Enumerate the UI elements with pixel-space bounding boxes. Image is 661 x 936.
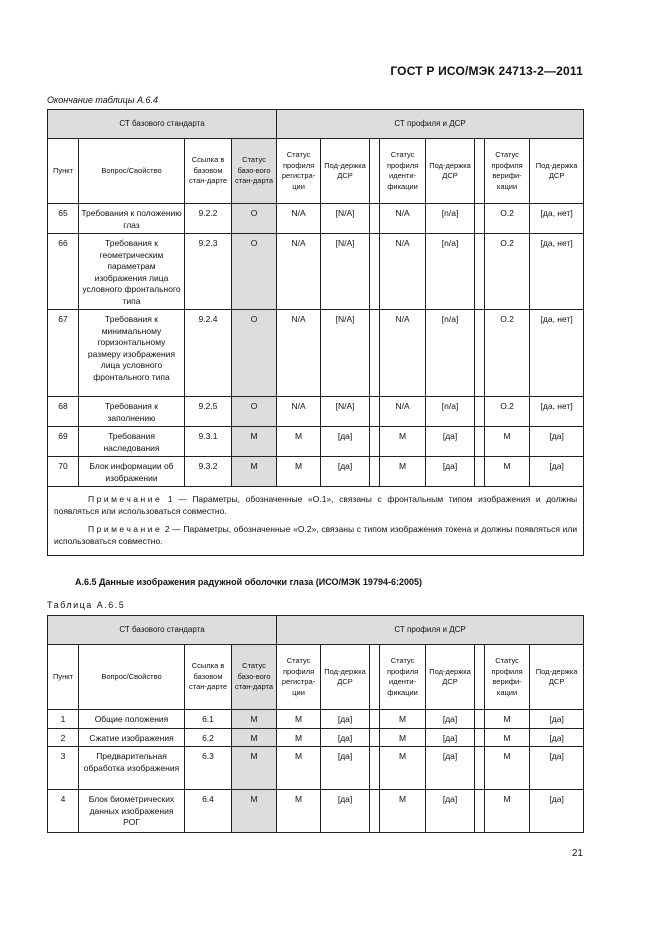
cell-enrol-status: M: [277, 747, 321, 790]
note-text: 1 — Параметры, обозначенные «O.1», связаны с фронтальным типом изображения и должны появляться или использоваться совместно.: [54, 494, 578, 516]
col-header-verif-status: Статус профиля верифи-кации: [485, 645, 530, 710]
col-header-base-status: Статус базо-вого стан-дарта: [232, 139, 277, 204]
cell-verif-support: [да]: [530, 427, 584, 457]
table1-caption: Окончание таблицы А.6.4: [47, 95, 158, 105]
cell-gap: [475, 234, 485, 310]
table-row: [48, 747, 584, 790]
cell-enrol-status: N/A: [277, 234, 321, 310]
cell-gap: [370, 234, 380, 310]
cell-enrol-support: [да]: [321, 457, 370, 487]
cell-enrol-support: [N/A]: [321, 310, 370, 397]
cell-enrol-support: [N/A]: [321, 397, 370, 427]
cell-base-status: M: [232, 710, 277, 729]
note-text: 2 — Параметры, обозначенные «O.2», связаны с типом изображения токена и должны появляться или использоваться совместно.: [54, 524, 578, 546]
cell-verif-status: M: [485, 710, 530, 729]
col-header-question: Вопрос/Свойство: [79, 139, 185, 204]
cell-gap: [475, 397, 485, 427]
notes-row: [48, 487, 584, 556]
cell-gap: [370, 204, 380, 234]
cell-reference: 6.4: [185, 790, 232, 833]
cell-question: Требования к минимальному горизонтальному размеру изображения лица условного фронтального типа: [79, 310, 185, 397]
cell-ident-support: [n/a]: [426, 310, 475, 397]
col-header-enrol-support: Под-держка ДСР: [321, 645, 370, 710]
cell-verif-support: [да, нет]: [530, 310, 584, 397]
cell-verif-status: O.2: [485, 234, 530, 310]
cell-reference: 9.2.4: [185, 310, 232, 397]
cell-reference: 6.1: [185, 710, 232, 729]
cell-reference: 9.3.1: [185, 427, 232, 457]
col-gap: [370, 139, 380, 204]
cell-base-status: M: [232, 728, 277, 747]
group-header-profile: СТ профиля и ДСР: [277, 616, 584, 645]
cell-ident-status: M: [380, 427, 426, 457]
cell-base-status: M: [232, 747, 277, 790]
cell-ident-status: M: [380, 457, 426, 487]
table-a64-end: [47, 109, 584, 556]
cell-enrol-status: M: [277, 710, 321, 729]
cell-enrol-status: N/A: [277, 204, 321, 234]
cell-question: Требования к заполнению: [79, 397, 185, 427]
cell-enrol-status: M: [277, 427, 321, 457]
cell-ident-support: [да]: [426, 427, 475, 457]
cell-enrol-support: [да]: [321, 747, 370, 790]
cell-enrol-status: M: [277, 790, 321, 833]
col-header-verif-status: Статус профиля верифи-кации: [485, 139, 530, 204]
cell-verif-support: [да]: [530, 710, 584, 729]
cell-clause: 67: [48, 310, 79, 397]
cell-verif-status: M: [485, 457, 530, 487]
col-header-ident-status: Статус профиля иденти-фикации: [380, 645, 426, 710]
cell-gap: [475, 204, 485, 234]
cell-verif-support: [да, нет]: [530, 397, 584, 427]
cell-enrol-support: [N/A]: [321, 204, 370, 234]
cell-ident-support: [n/a]: [426, 234, 475, 310]
cell-gap: [475, 728, 485, 747]
cell-gap: [370, 710, 380, 729]
table-row: [48, 427, 584, 457]
cell-clause: 66: [48, 234, 79, 310]
cell-ident-support: [да]: [426, 790, 475, 833]
cell-gap: [475, 427, 485, 457]
col-header-verif-support: Под-держка ДСР: [530, 139, 584, 204]
note-2: [54, 523, 577, 547]
cell-reference: 9.2.3: [185, 234, 232, 310]
cell-reference: 9.2.2: [185, 204, 232, 234]
cell-base-status: O: [232, 234, 277, 310]
cell-enrol-support: [да]: [321, 790, 370, 833]
cell-ident-status: M: [380, 790, 426, 833]
cell-verif-support: [да]: [530, 728, 584, 747]
cell-ident-support: [да]: [426, 457, 475, 487]
col-header-ident-support: Под-держка ДСР: [426, 645, 475, 710]
cell-enrol-status: N/A: [277, 310, 321, 397]
cell-question: Требования к положению глаз: [79, 204, 185, 234]
group-header-base: СТ базового стандарта: [48, 110, 277, 139]
cell-gap: [370, 747, 380, 790]
cell-reference: 6.3: [185, 747, 232, 790]
col-header-clause: Пункт: [48, 139, 79, 204]
col-header-enrol-support: Под-держка ДСР: [321, 139, 370, 204]
cell-question: Предварительная обработка изображения: [79, 747, 185, 790]
cell-question: Требования наследования: [79, 427, 185, 457]
col-gap: [475, 645, 485, 710]
cell-enrol-support: [да]: [321, 427, 370, 457]
cell-gap: [370, 310, 380, 397]
notes-cell: [48, 487, 584, 556]
cell-ident-support: [n/a]: [426, 204, 475, 234]
cell-ident-status: N/A: [380, 234, 426, 310]
cell-gap: [475, 457, 485, 487]
cell-verif-support: [да]: [530, 747, 584, 790]
group-header-profile: СТ профиля и ДСР: [277, 110, 584, 139]
cell-reference: 9.3.2: [185, 457, 232, 487]
col-header-question: Вопрос/Свойство: [79, 645, 185, 710]
cell-ident-status: M: [380, 710, 426, 729]
cell-base-status: O: [232, 310, 277, 397]
cell-verif-status: M: [485, 728, 530, 747]
col-header-enrol-status: Статус профиля регистра-ции: [277, 645, 321, 710]
cell-verif-status: M: [485, 427, 530, 457]
col-header-verif-support: Под-держка ДСР: [530, 645, 584, 710]
cell-question: Сжатие изображения: [79, 728, 185, 747]
page-number: 21: [571, 848, 583, 859]
cell-enrol-support: [да]: [321, 728, 370, 747]
cell-gap: [370, 728, 380, 747]
note-label: Примечание: [88, 494, 163, 504]
table-row: [48, 728, 584, 747]
section-title: А.6.5 Данные изображения радужной оболочки глаза (ИСО/МЭК 19794-6:2005): [75, 577, 422, 587]
col-header-base-status: Статус базо-вого стан-дарта: [232, 645, 277, 710]
col-header-ident-support: Под-держка ДСР: [426, 139, 475, 204]
cell-gap: [370, 397, 380, 427]
note-1: [54, 493, 577, 517]
cell-verif-status: O.2: [485, 397, 530, 427]
cell-question: Требования к геометрическим параметрам изображения лица условного фронтального типа: [79, 234, 185, 310]
cell-gap: [370, 427, 380, 457]
cell-ident-support: [n/a]: [426, 397, 475, 427]
table-row: [48, 397, 584, 427]
cell-verif-support: [да, нет]: [530, 204, 584, 234]
cell-clause: 2: [48, 728, 79, 747]
cell-ident-status: M: [380, 728, 426, 747]
cell-enrol-status: N/A: [277, 397, 321, 427]
table-row: [48, 457, 584, 487]
cell-base-status: O: [232, 397, 277, 427]
col-header-enrol-status: Статус профиля регистра-ции: [277, 139, 321, 204]
cell-question: Блок информации об изображении: [79, 457, 185, 487]
cell-ident-status: N/A: [380, 310, 426, 397]
cell-clause: 69: [48, 427, 79, 457]
document-standard-header: ГОСТ Р ИСО/МЭК 24713-2—2011: [390, 64, 583, 78]
cell-clause: 65: [48, 204, 79, 234]
cell-verif-support: [да]: [530, 790, 584, 833]
cell-gap: [475, 790, 485, 833]
cell-enrol-support: [да]: [321, 710, 370, 729]
table-row: [48, 234, 584, 310]
cell-enrol-status: M: [277, 457, 321, 487]
cell-question: Общие положения: [79, 710, 185, 729]
cell-gap: [475, 310, 485, 397]
cell-base-status: M: [232, 427, 277, 457]
cell-base-status: O: [232, 204, 277, 234]
cell-reference: 9.2.5: [185, 397, 232, 427]
cell-clause: 1: [48, 710, 79, 729]
cell-base-status: M: [232, 790, 277, 833]
table-a65: [47, 615, 584, 833]
cell-clause: 3: [48, 747, 79, 790]
cell-gap: [370, 790, 380, 833]
cell-ident-support: [да]: [426, 747, 475, 790]
table-row: [48, 710, 584, 729]
cell-verif-status: O.2: [485, 310, 530, 397]
cell-clause: 4: [48, 790, 79, 833]
cell-ident-support: [да]: [426, 728, 475, 747]
table-row: [48, 204, 584, 234]
cell-gap: [475, 710, 485, 729]
cell-base-status: M: [232, 457, 277, 487]
cell-gap: [475, 747, 485, 790]
cell-verif-status: O.2: [485, 204, 530, 234]
cell-reference: 6.2: [185, 728, 232, 747]
table-row: [48, 310, 584, 397]
cell-clause: 68: [48, 397, 79, 427]
cell-verif-status: M: [485, 790, 530, 833]
cell-clause: 70: [48, 457, 79, 487]
cell-ident-status: M: [380, 747, 426, 790]
col-header-ident-status: Статус профиля иденти-фикации: [380, 139, 426, 204]
cell-enrol-status: M: [277, 728, 321, 747]
cell-verif-status: M: [485, 747, 530, 790]
group-header-base: СТ базового стандарта: [48, 616, 277, 645]
col-gap: [370, 645, 380, 710]
col-gap: [475, 139, 485, 204]
cell-question: Блок биометрических данных изображения РОГ: [79, 790, 185, 833]
note-label: Примечание: [88, 524, 163, 534]
cell-ident-status: N/A: [380, 397, 426, 427]
cell-verif-support: [да]: [530, 457, 584, 487]
col-header-reference: Ссылка в базовом стан-дарте: [185, 139, 232, 204]
col-header-reference: Ссылка в базовом стан-дарте: [185, 645, 232, 710]
cell-verif-support: [да, нет]: [530, 234, 584, 310]
cell-gap: [370, 457, 380, 487]
col-header-clause: Пункт: [48, 645, 79, 710]
cell-ident-support: [да]: [426, 710, 475, 729]
cell-ident-status: N/A: [380, 204, 426, 234]
table-row: [48, 790, 584, 833]
table2-caption: Таблица А.6.5: [47, 600, 126, 610]
cell-enrol-support: [N/A]: [321, 234, 370, 310]
